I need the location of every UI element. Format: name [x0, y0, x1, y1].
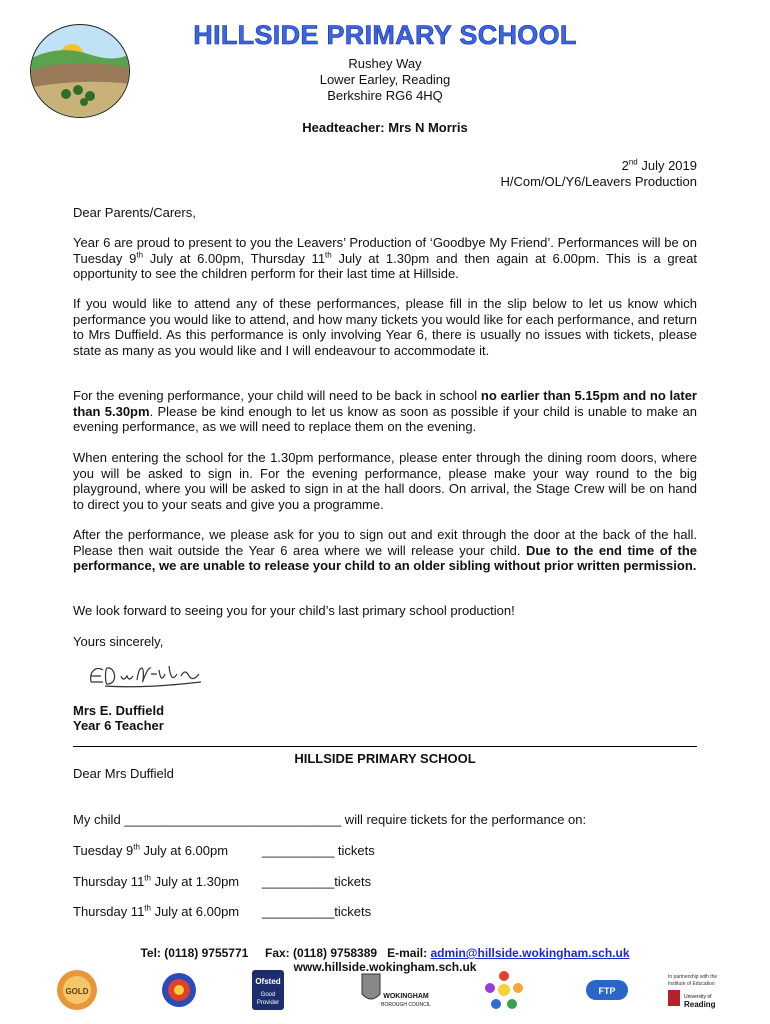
- gold-award-text: GOLD: [65, 987, 89, 996]
- slip-greeting: Dear Mrs Duffield: [73, 766, 174, 781]
- closing: Yours sincerely,: [73, 634, 164, 649]
- headteacher: Headteacher: Mrs N Morris: [302, 120, 468, 135]
- slip-title: HILLSIDE PRIMARY SCHOOL: [294, 751, 476, 766]
- footer-website[interactable]: www.hillside.wokingham.sch.uk: [293, 960, 477, 974]
- footer-fax: Fax: (0118) 9758389: [264, 946, 378, 960]
- university-of-reading-badge: [664, 968, 726, 1012]
- footer-email-label: E-mail:: [387, 946, 428, 960]
- school-games-badge: [157, 968, 201, 1012]
- wokingham-name: WOKINGHAM: [383, 993, 429, 1000]
- slip-row-1-label: Tuesday 9th July at 6.00pm: [73, 842, 229, 858]
- paragraph-5: After the performance, we please ask for you to sign out and exit through the door at the back of the hall. Please then wait outside the Year 6 area where we will release your child. Due to the end time of the performance, we are unable to release your child to an older sibling without prior written permission.: [73, 527, 698, 573]
- slip-row-3-tickets[interactable]: __________tickets: [262, 904, 372, 919]
- ftp-badge: [582, 968, 632, 1012]
- ofsted-good: Good: [260, 992, 276, 998]
- uor-institute: Institute of Education: [668, 981, 715, 987]
- address-line-1: Rushey Way: [348, 56, 422, 71]
- healthy-schools-badge: [482, 968, 526, 1012]
- slip-child-line[interactable]: My child ______________________________ will require tickets for the performance on:: [73, 812, 587, 827]
- slip-row-1-tickets[interactable]: __________ tickets: [262, 843, 375, 858]
- slip-row-3-label: Thursday 11th July at 6.00pm: [73, 903, 240, 919]
- paragraph-2: If you would like to attend any of these performances, please fill in the slip below to let us know which performance you would like to attend, and how many tickets you would like for each performance, and return to Mrs Duffield. As this performance is only involving Year 6, there is usually no issues with tickets, please state as many as you would like and I will endeavour to accommodate it.: [73, 296, 697, 358]
- paragraph-3: For the evening performance, your child will need to be back in school no earlier than 5.15pm and no later than 5.30pm. Please be kind enough to let us know as soon as possible if your child is unable to make an evening performance, as we will need to replace them on the evening.: [73, 388, 697, 434]
- footer-tel: Tel: (0118) 9755771: [140, 946, 249, 960]
- wokingham-council-badge: [356, 968, 432, 1012]
- ftp-text: FTP: [598, 986, 616, 996]
- paragraph-4: When entering the school for the 1.30pm performance, please enter through the dining room doors, where you will be asked to sign in. For the evening performance, please make your way round to the big playground, where you will be asked to sign in at the hall doors. On arrival, the Stage Crew will be on hand to direct you to your seats and give you a programme.: [73, 450, 697, 512]
- school-title: HILLSIDE PRIMARY SCHOOL: [193, 20, 577, 50]
- footer-contact: [0, 946, 770, 960]
- ofsted-provider: Provider: [256, 1000, 280, 1006]
- ofsted-badge: [250, 968, 286, 1012]
- uor-reading: Reading: [684, 1000, 716, 1009]
- signer-name: Mrs E. Duffield: [73, 703, 165, 718]
- ofsted-name: Ofsted: [255, 977, 281, 986]
- gold-award-badge: [55, 968, 99, 1012]
- paragraph-6: We look forward to seeing you for your child’s last primary school production!: [73, 603, 515, 618]
- footer-email-link[interactable]: admin@hillside.wokingham.sch.uk: [430, 946, 630, 960]
- signer-role: Year 6 Teacher: [73, 718, 164, 733]
- tear-off-divider: [73, 746, 697, 747]
- signature: [85, 660, 205, 692]
- slip-row-2-label: Thursday 11th July at 1.30pm: [73, 873, 240, 889]
- letter-date: 2nd July 2019: [621, 157, 697, 173]
- slip-row-2-tickets[interactable]: __________tickets: [262, 874, 372, 889]
- salutation: Dear Parents/Carers,: [73, 205, 196, 220]
- address-line-3: Berkshire RG6 4HQ: [327, 88, 443, 103]
- paragraph-1: Year 6 are proud to present to you the Leavers’ Production of ‘Goodbye My Friend’. Performances will be on Tuesday 9th July at 6.00pm, Thursday 11th July at 1.30pm and then again at 6.00pm. This is a great opportunity to see the children perform for their last time at Hillside.: [73, 235, 697, 281]
- wokingham-council: BOROUGH COUNCIL: [381, 1002, 431, 1008]
- uor-university-of: University of: [684, 994, 712, 1000]
- address-line-2: Lower Earley, Reading: [319, 72, 451, 87]
- letter-reference: H/Com/OL/Y6/Leavers Production: [500, 174, 697, 189]
- uor-partnership: In partnership with the: [668, 974, 718, 980]
